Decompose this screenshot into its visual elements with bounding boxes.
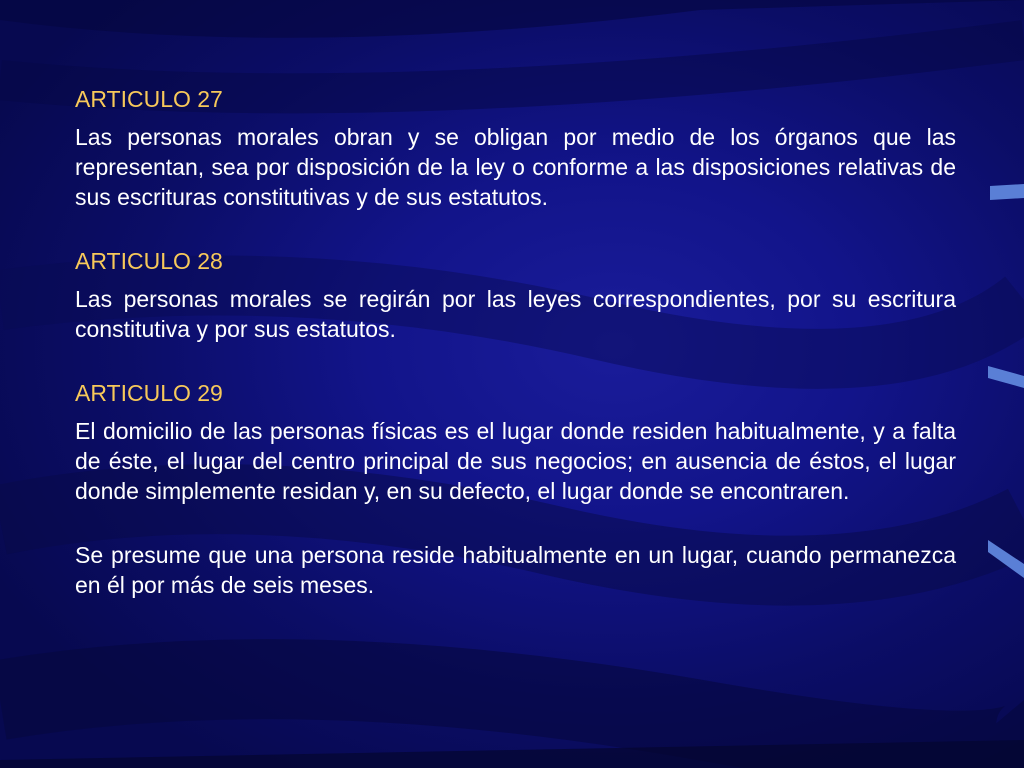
slide-content — [75, 84, 956, 600]
article-paragraph: Las personas morales se regirán por las leyes correspondientes, por su escritura constitutiva y por sus estatutos. — [75, 286, 956, 342]
article-heading: ARTICULO 29 — [75, 380, 223, 406]
accent-bar-2 — [988, 366, 1024, 388]
article-28 — [75, 246, 956, 344]
article-paragraph: Las personas morales obran y se obligan por medio de los órganos que las representan, sea por disposición de la ley o conforme a las disposiciones relativas de sus escrituras constitutivas y de sus estatutos. — [75, 124, 956, 210]
article-29 — [75, 378, 956, 600]
article-heading: ARTICULO 28 — [75, 248, 223, 274]
article-paragraph: Se presume que una persona reside habitualmente en un lugar, cuando permanezca en él por más de seis meses. — [75, 542, 956, 598]
article-27 — [75, 84, 956, 212]
accent-bar-1 — [990, 184, 1024, 200]
article-heading: ARTICULO 27 — [75, 86, 223, 112]
article-paragraph: El domicilio de las personas físicas es el lugar donde residen habitualmente, y a falta de éste, el lugar del centro principal de sus negocios; en ausencia de éstos, el lugar donde simplemente residan y, en su defecto, el lugar donde se encontraren. — [75, 418, 956, 504]
